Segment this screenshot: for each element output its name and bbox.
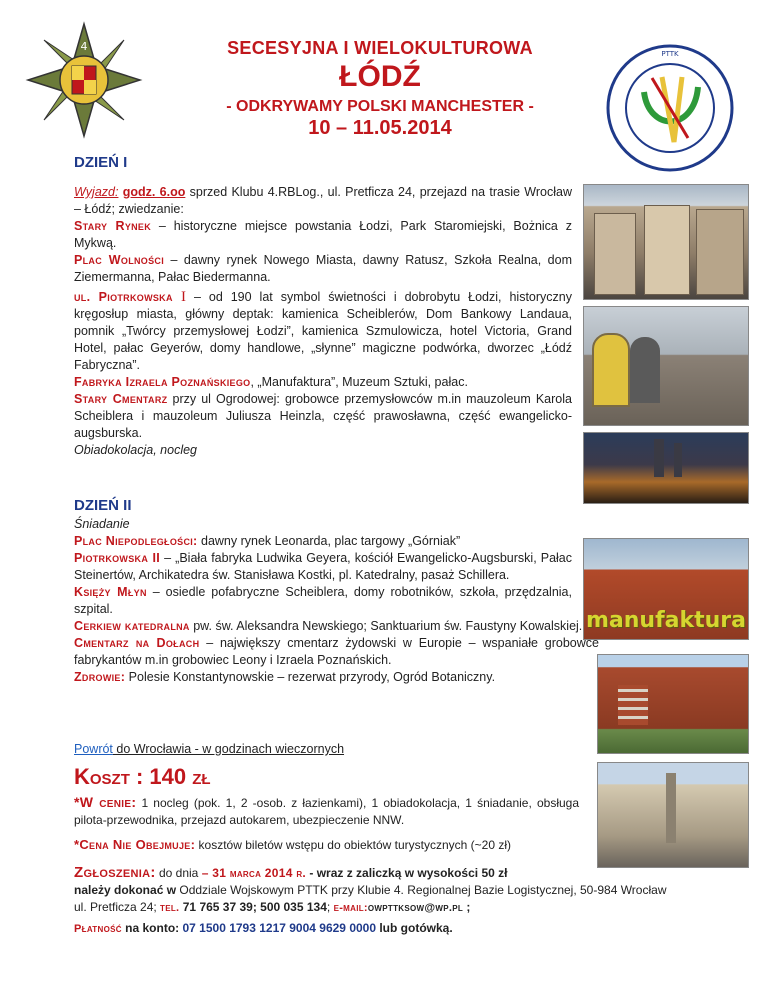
return-link[interactable]: Powrót <box>74 742 113 756</box>
photo-square-tower <box>597 762 749 868</box>
departure-text: sprzed Klubu 4.RBLog., ul. Pretficza 24, przejazd na trasie Wrocław – Łódź; zwiedzanie: <box>74 185 572 216</box>
stop-plac-wolnosci: Plac Wolności – dawny rynek Nowego Miasta, dawny Ratusz, Szkoła Realna, dom Ziemermanna, Pałac Biedermanna. <box>74 253 572 284</box>
stop-ksiezy-mlyn: Księży Młyn – osiedle pofabryczne Scheiblera, domy robotników, szkoła, przędzalnia, szpital. <box>74 585 572 616</box>
stop-zdrowie: Zdrowie: Polesie Konstantynowskie – rezerwat przyrody, Ogród Botaniczny. <box>74 670 496 684</box>
photo-red-brick-factory <box>597 654 749 754</box>
header-city: ŁÓDŹ <box>339 60 421 93</box>
day2-heading: DZIEŃ II <box>74 497 132 514</box>
stop-plac-niepodleglosci: Plac Niepodległości: dawny rynek Leonarda, plac targowy „Górniak” <box>74 534 461 548</box>
day1-heading: DZIEŃ I <box>74 154 128 171</box>
manufaktura-sign: manufaktura <box>585 608 746 633</box>
photo-manufaktura <box>583 538 749 640</box>
signup-block <box>74 864 754 917</box>
svg-text:4: 4 <box>80 40 88 53</box>
stop-cmentarz-doly: Cmentarz na Dołach – największy cmentarz żydowski w Europie – wspaniałe grobowce fabrykantów m.in grobowiec Leony i Izraela Poznańskich. <box>74 636 599 667</box>
cost-heading: Koszt : 140 zł <box>74 764 211 789</box>
stop-stary-rynek: Stary Rynek – historyczne miejsce powstania Łodzi, Park Staromiejski, Bożnica z Mykwą. <box>74 219 572 250</box>
signup-line-3: ul. Pretficza 24; tel. 71 765 37 39; 500 035 134; e-mail:owpttksow@wp.pl ; <box>74 900 471 914</box>
svg-text:PTTK: PTTK <box>661 50 679 58</box>
departure-label: Wyjazd: <box>74 185 119 199</box>
stop-piotrkowska-2: Piotrkowska II – „Biała fabryka Ludwika Geyera, kościół Ewangelicko-Augsburski, Pałac Steinertów, Archikatedra św. Stanisława Kostki, pl. Katedralny, pasaż Schillera. <box>74 551 573 582</box>
cost-includes: *W cenie: 1 nocleg (pok. 1, 2 -osob. z łazienkami), 1 obiadokolacja, 1 śniadanie, obsługa pilota-przewodnika, przejazd autokarem, ubezpieczenie NNW. <box>74 794 579 827</box>
day2-breakfast: Śniadanie <box>74 517 130 531</box>
cost-excludes: *Cena Nie Obejmuje: kosztów biletów wstępu do obiektów turystycznych (~20 zł) <box>74 837 512 852</box>
day1-departure <box>74 184 572 218</box>
phone-numbers: 71 765 37 39; 500 035 134 <box>179 900 327 914</box>
day2-body <box>74 516 599 686</box>
photo-street-tenements <box>583 184 749 300</box>
right-pttk-logo <box>604 42 736 174</box>
departure-time: godz. 6.oo <box>122 185 186 199</box>
day1-closing: Obiadokolacja, nocleg <box>74 443 197 457</box>
stop-fabryka: Fabryka Izraela Poznańskiego, „Manufaktura”, Muzeum Sztuki, pałac. <box>74 375 468 389</box>
header-subtitle: SECESYJNA I WIELOKULTUROWA <box>227 38 533 58</box>
signup-line-1: Zgłoszenia: do dnia – 31 marca 2014 r. - wraz z zaliczką w wysokości 50 zł <box>74 864 508 881</box>
day1-body <box>74 184 572 459</box>
signup-line-2: należy dokonać w Oddziale Wojskowym PTTK przy Klubie 4. Regionalnej Bazie Logistycznej, 50-984 Wrocław <box>74 883 667 897</box>
photo-arcade-street <box>583 306 749 426</box>
stop-stary-cmentarz: Stary Cmentarz przy ul Ogrodowej: grobowce przemysłowców m.in mauzoleum Karola Scheiblera i mauzoleum Juliusza Heinzla, część prawosławna, część ewangelicko-augsburska. <box>74 392 572 440</box>
stop-piotrkowska-1: ul. Piotrkowska I – od 190 lat symbol świetności i dobrobytu Łodzi, historyczny kręgosłup miasta, główny deptak: kamienica Scheiblerów, Dom Bankowy Landaua, pomnik „Twórcy przemysłowej Łodzi”, kamienica Szmulowicza, hotel Victoria, Grand Hotel, pałac Geyerów, domy handlowe, „słynne” magiczne podwórka, dworzec „Łódź Fabryczna”. <box>74 289 572 372</box>
header-dates: 10 – 11.05.2014 <box>308 117 452 139</box>
left-emblem-logo <box>24 20 144 140</box>
email-address[interactable]: owpttksow@wp.pl <box>367 902 464 914</box>
payment-line: Płatność na konto: 07 1500 1793 1217 9004 9629 0000 lub gotówką. <box>74 921 453 935</box>
stop-cerkiew: Cerkiew katedralna pw. św. Aleksandra Newskiego; Sanktuarium św. Faustyny Kowalskiej. <box>74 619 583 633</box>
return-line: Powrót do Wrocławia - w godzinach wieczornych <box>74 742 345 756</box>
bank-account: 07 1500 1793 1217 9004 9629 0000 <box>182 921 377 935</box>
header-tagline: - ODKRYWAMY POLSKI MANCHESTER - <box>226 98 534 115</box>
photo-night-street <box>583 432 749 504</box>
